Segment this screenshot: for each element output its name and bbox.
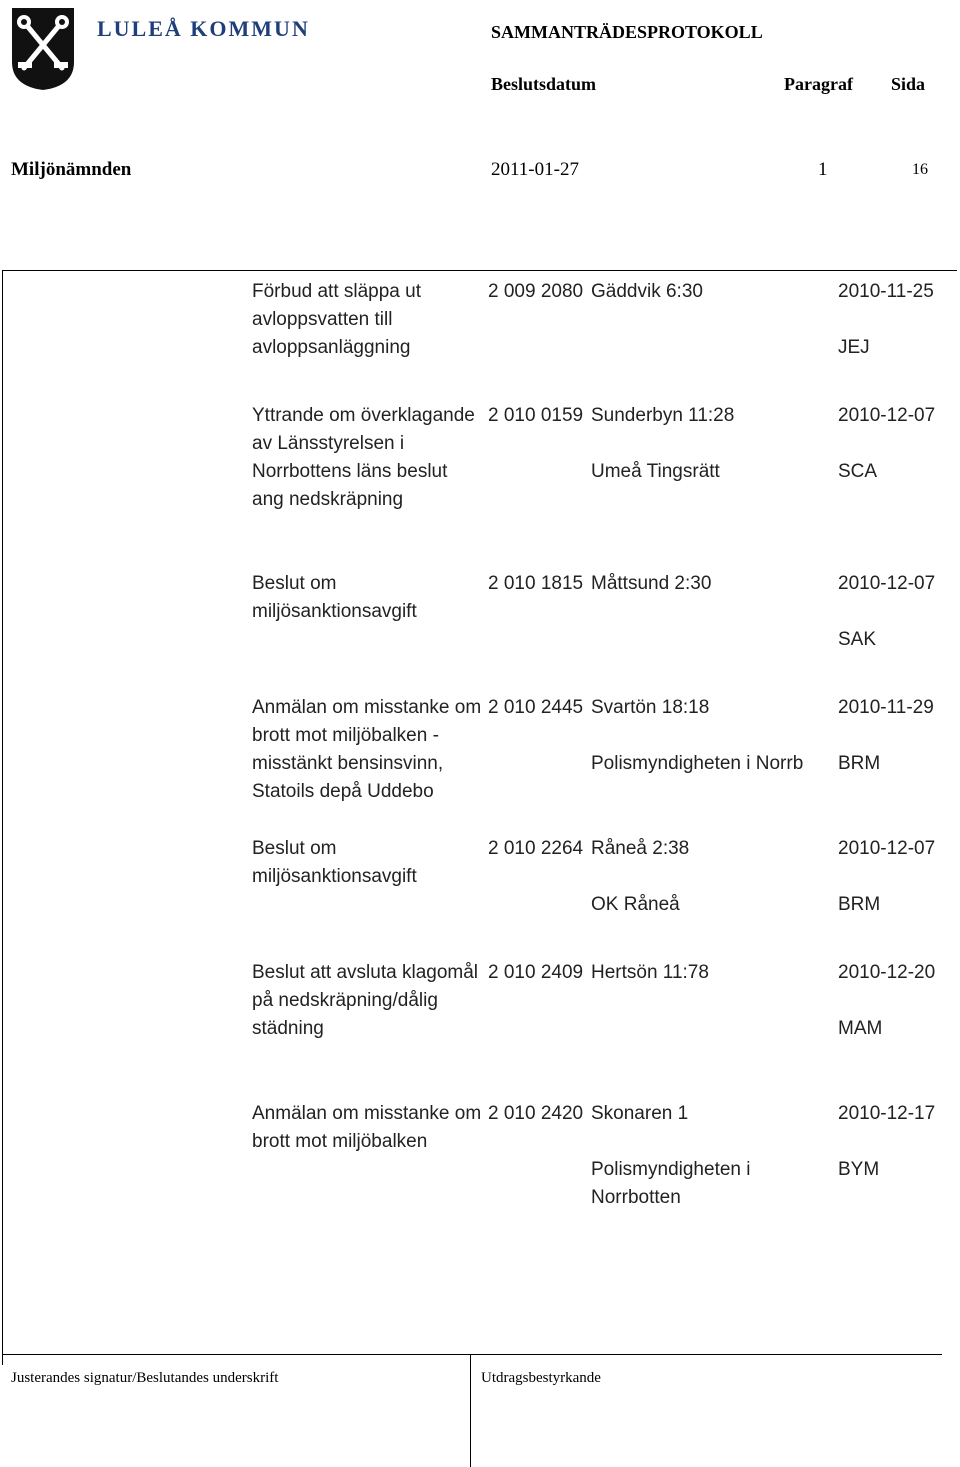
certification-label: Utdragsbestyrkande [481, 1370, 601, 1386]
row-subject: Anmälan om misstanke om brott mot miljöbalken - misstänkt bensinsvinn, Statoils depå Uddebo [252, 697, 482, 802]
signature-label: Justerandes signatur/Beslutandes underskrift [11, 1370, 279, 1386]
row-party: Polismyndigheten i Norrb [591, 753, 804, 774]
row-date: 2010-11-29 [838, 697, 934, 718]
footer-divider [2, 1354, 942, 1355]
row-property: Råneå 2:38 [591, 838, 690, 859]
decision-date: 2011-01-27 [491, 159, 579, 180]
row-signature: BRM [838, 894, 881, 915]
row-date: 2010-12-07 [838, 838, 936, 859]
row-subject: Beslut att avsluta klagomål på nedskräpning/dålig städning [252, 962, 479, 1039]
row-property: Gäddvik 6:30 [591, 281, 703, 302]
row-case-number: 2 010 2420 [488, 1103, 584, 1124]
row-signature: SAK [838, 629, 877, 650]
board-name: Miljönämnden [11, 159, 132, 180]
row-party: OK Råneå [591, 894, 680, 915]
row-signature: SCA [838, 461, 878, 482]
municipality-name: LULEÅ KOMMUN [97, 16, 310, 41]
row-party: Umeå Tingsrätt [591, 461, 720, 482]
row-property: Svartön 18:18 [591, 697, 710, 718]
row-case-number: 2 009 2080 [488, 281, 584, 302]
row-signature: BRM [838, 753, 881, 774]
content-frame-top [2, 270, 957, 271]
page-number: 16 [912, 161, 928, 178]
row-subject: Anmälan om misstanke om brott mot miljöbalken [252, 1103, 482, 1152]
footer-column-divider [470, 1354, 471, 1467]
row-case-number: 2 010 0159 [488, 405, 584, 426]
row-subject: Beslut om miljösanktionsavgift [252, 573, 417, 622]
row-subject: Förbud att släppa ut avloppsvatten till avloppsanläggning [252, 281, 421, 358]
paragraph-label: Paragraf [784, 74, 853, 94]
row-subject: Yttrande om överklagande av Länsstyrelsen i Norrbottens läns beslut ang nedskräpning [252, 405, 475, 510]
row-date: 2010-12-07 [838, 405, 936, 426]
paragraph-number: 1 [818, 159, 828, 180]
page-label: Sida [891, 74, 926, 94]
row-property: Hertsön 11:78 [591, 962, 709, 983]
row-signature: JEJ [838, 337, 870, 358]
row-case-number: 2 010 2409 [488, 962, 584, 983]
content-frame-left [2, 270, 3, 1365]
row-property: Måttsund 2:30 [591, 573, 712, 594]
row-property: Skonaren 1 [591, 1103, 689, 1124]
row-signature: BYM [838, 1159, 880, 1180]
row-date: 2010-12-17 [838, 1103, 936, 1124]
coat-of-arms-logo [10, 6, 76, 92]
row-party: Polismyndigheten i Norrbotten [591, 1159, 751, 1208]
row-case-number: 2 010 2264 [488, 838, 584, 859]
row-date: 2010-12-07 [838, 573, 936, 594]
row-case-number: 2 010 2445 [488, 697, 584, 718]
decision-date-label: Beslutsdatum [491, 74, 597, 94]
row-signature: MAM [838, 1018, 883, 1039]
document-type: SAMMANTRÄDESPROTOKOLL [491, 22, 763, 42]
row-date: 2010-12-20 [838, 962, 936, 983]
row-subject: Beslut om miljösanktionsavgift [252, 838, 417, 887]
row-property: Sunderbyn 11:28 [591, 405, 735, 426]
row-date: 2010-11-25 [838, 281, 934, 302]
row-case-number: 2 010 1815 [488, 573, 584, 594]
